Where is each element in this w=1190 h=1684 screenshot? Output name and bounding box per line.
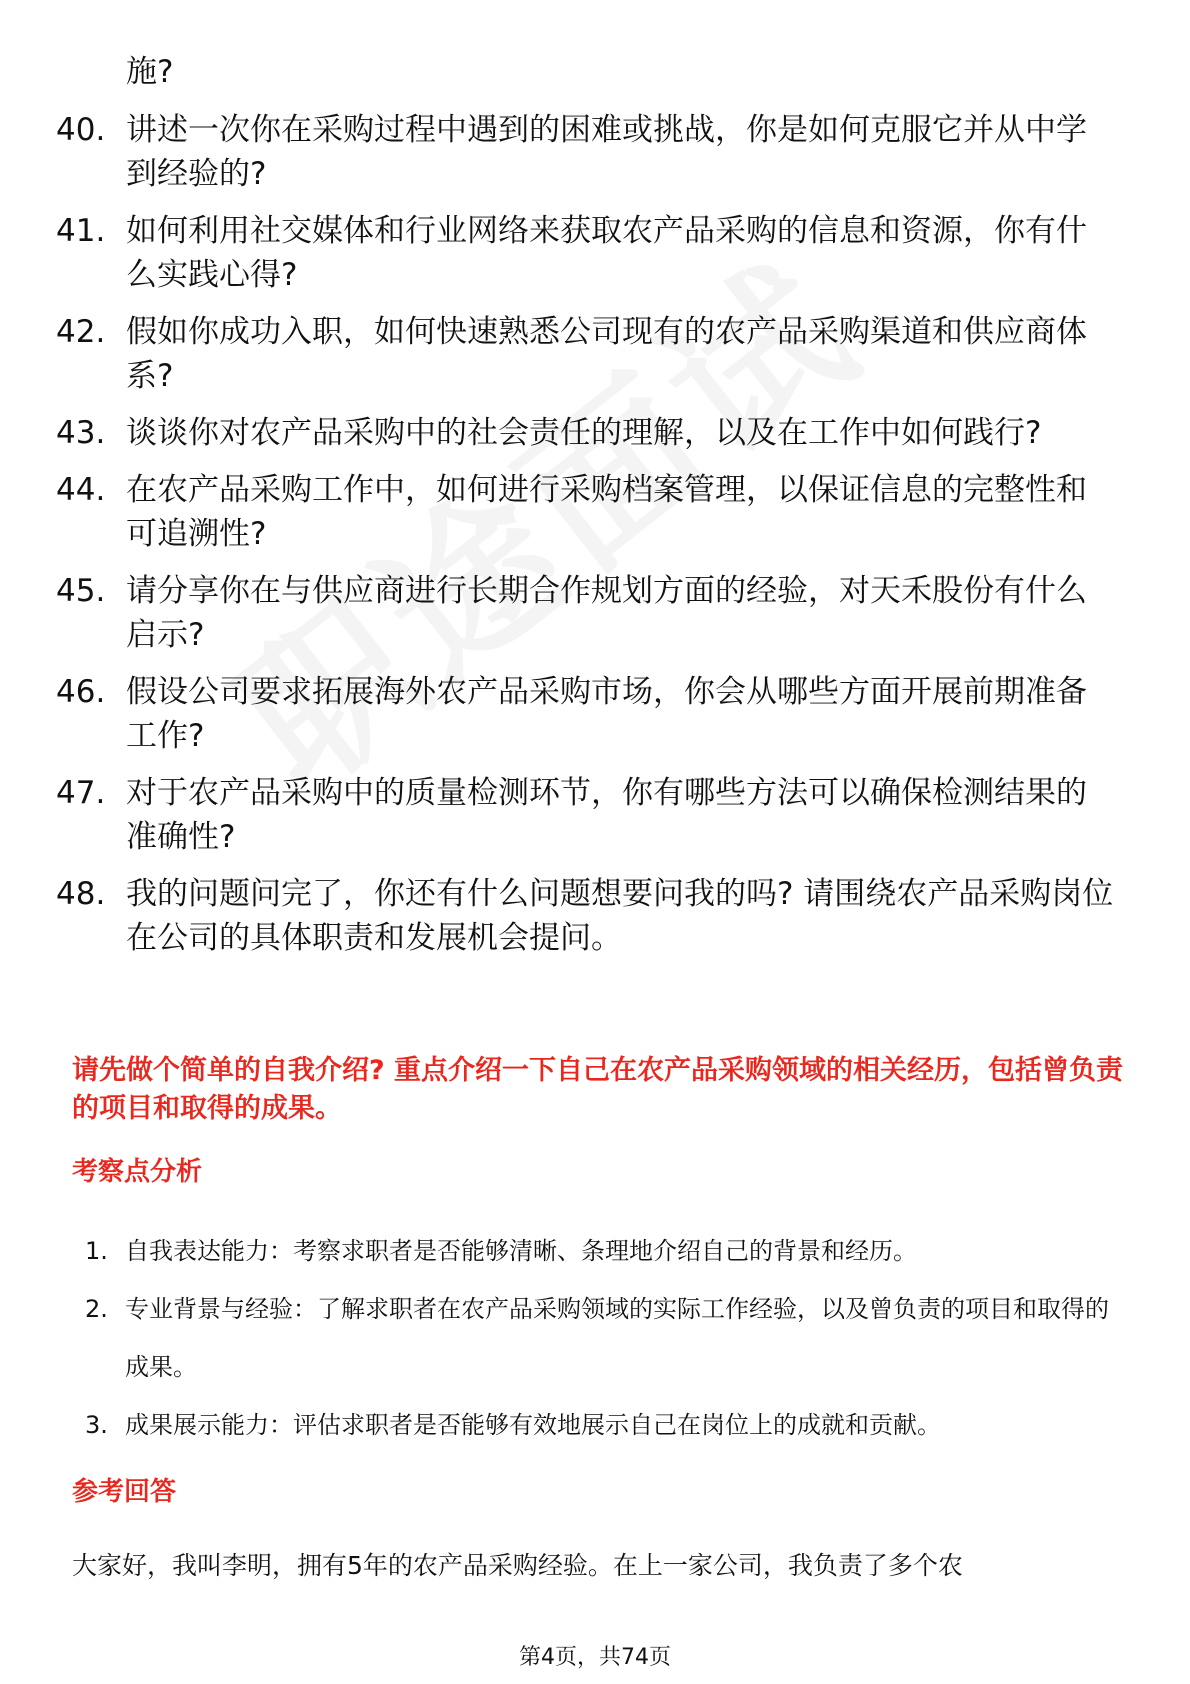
question-item [56, 670, 1116, 758]
question-number: 43. [56, 415, 106, 451]
reference-heading: 参考回答 [72, 1477, 177, 1507]
highlighted-question: 请先做个简单的自我介绍? 重点介绍一下自己在农产品采购领域的相关经历，包括曾负责的项目和取得的成果。 [72, 1055, 1124, 1124]
analysis-list [85, 1222, 1115, 1454]
analysis-number: 3. [85, 1411, 108, 1439]
reference-answer: 大家好，我叫李明，拥有5年的农产品采购经验。在上一家公司，我负责了多个农 [72, 1551, 963, 1580]
question-number: 45. [56, 573, 106, 609]
question-text: 请分享你在与供应商进行长期合作规划方面的经验，对天禾股份有什么启示? [126, 573, 1087, 653]
question-item [56, 209, 1116, 297]
analysis-item [85, 1280, 1115, 1396]
question-item [56, 468, 1116, 556]
question-number: 48. [56, 876, 106, 912]
analysis-text: 自我表达能力：考察求职者是否能够清晰、条理地介绍自己的背景和经历。 [125, 1237, 917, 1265]
analysis-text: 专业背景与经验：了解求职者在农产品采购领域的实际工作经验，以及曾负责的项目和取得的成果。 [125, 1295, 1109, 1381]
question-text: 如何利用社交媒体和行业网络来获取农产品采购的信息和资源，你有什么实践心得? [126, 213, 1087, 293]
page-footer: 第4页，共74页 [519, 1645, 671, 1670]
analysis-text: 成果展示能力：评估求职者是否能够有效地展示自己在岗位上的成就和贡献。 [125, 1411, 941, 1439]
analysis-number: 1. [85, 1237, 108, 1265]
question-text: 我的问题问完了，你还有什么问题想要问我的吗? 请围绕农产品采购岗位在公司的具体职责和发展机会提问。 [126, 876, 1114, 956]
question-item [56, 108, 1116, 196]
question-text: 假如你成功入职，如何快速熟悉公司现有的农产品采购渠道和供应商体系? [126, 314, 1087, 394]
question-number: 44. [56, 472, 106, 508]
question-number: 40. [56, 112, 106, 148]
question-item [56, 310, 1116, 398]
question-text: 谈谈你对农产品采购中的社会责任的理解，以及在工作中如何践行? [126, 415, 1042, 451]
question-list [56, 108, 1116, 973]
question-text: 讲述一次你在采购过程中遇到的困难或挑战，你是如何克服它并从中学到经验的? [126, 112, 1087, 192]
question-text: 在农产品采购工作中，如何进行采购档案管理，以保证信息的完整性和可追溯性? [126, 472, 1087, 552]
question-number: 41. [56, 213, 106, 249]
question-item [56, 411, 1116, 455]
question-number: 47. [56, 775, 106, 811]
question-number: 46. [56, 674, 106, 710]
question-continuation: 施? [126, 54, 174, 90]
question-item [56, 771, 1116, 859]
question-text: 对于农产品采购中的质量检测环节，你有哪些方法可以确保检测结果的准确性? [126, 775, 1087, 855]
question-item [56, 872, 1116, 960]
question-text: 假设公司要求拓展海外农产品采购市场，你会从哪些方面开展前期准备工作? [126, 674, 1087, 754]
analysis-item [85, 1222, 1115, 1280]
question-item [56, 569, 1116, 657]
analysis-heading: 考察点分析 [72, 1157, 203, 1187]
analysis-item [85, 1396, 1115, 1454]
analysis-number: 2. [85, 1295, 108, 1323]
question-number: 42. [56, 314, 106, 350]
